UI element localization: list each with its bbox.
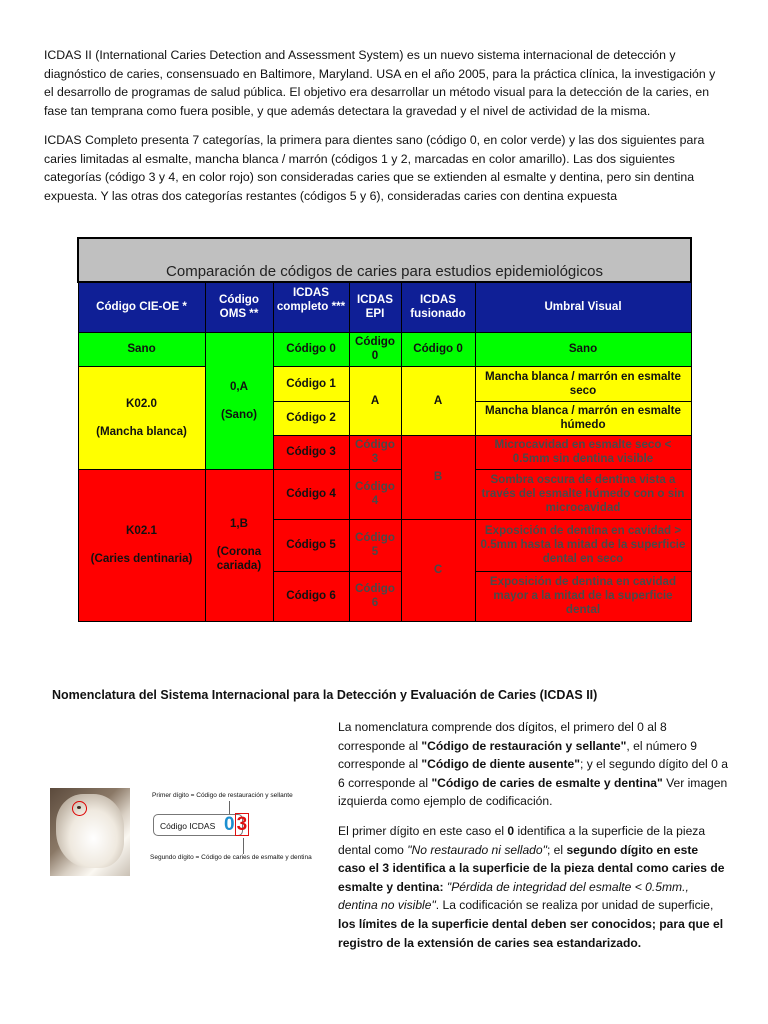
nom-p2-italic-1: "No restaurado ni sellado" — [407, 842, 547, 857]
icdas-epi-4: Código 4 — [349, 469, 401, 519]
header-icdas-epi: ICDAS EPI — [349, 282, 401, 332]
icdas-epi-6: Código 6 — [349, 571, 401, 621]
icdas-completo-4: Código 4 — [273, 469, 349, 519]
icdas-epi-5: Código 5 — [349, 519, 401, 571]
header-icdas-fusionado: ICDAS fusionado — [401, 282, 475, 332]
nom-p2-text-5: . La codificación se realiza por unidad de superficie, — [435, 898, 714, 913]
second-digit-label: Segundo dígito = Código de caries de esmalte y dentina — [150, 854, 312, 861]
nom-p1-text-4: Ver imagen izquierda como ejemplo de codificación. — [338, 775, 728, 809]
nomenclatura-title: Nomenclatura del Sistema Internacional para la Detección y Evaluación de Caries (ICDAS II) — [52, 688, 598, 702]
fusionado-b: B — [401, 435, 475, 519]
nom-p2-bold-1: 0 — [507, 824, 515, 838]
icdas-code-figure — [50, 788, 332, 876]
nom-p2-italic-2: "Pérdida de integridad del esmalte < 0.5mm., dentina no visible" — [338, 879, 689, 913]
umbral-3: Microcavidad en esmalte seco < 0.5mm sin dentina visible — [475, 435, 691, 469]
fusionado-a: A — [401, 366, 475, 435]
icdas-completo-5: Código 5 — [273, 519, 349, 571]
second-digit-leader-line — [243, 838, 244, 854]
icdas-code-box-label: Código ICDAS — [160, 821, 216, 831]
oms-a-code: 0,A — [229, 379, 249, 393]
header-oms: Código OMS ** — [205, 282, 273, 332]
cie-k021-name: (Caries dentinaria) — [90, 552, 193, 565]
first-digit: 0 — [224, 814, 235, 835]
oms-b-name: (Corona cariada) — [216, 545, 262, 572]
icdas-completo-1: Código 1 — [273, 366, 349, 401]
umbral-0: Sano — [475, 332, 691, 366]
second-digit: 3 — [236, 814, 248, 835]
cie-k021-cell — [78, 469, 205, 621]
icdas-epi-0: Código 0 — [349, 332, 401, 366]
first-digit-label: Primer dígito = Código de restauración y sellante — [152, 792, 293, 799]
tooth-photo — [50, 788, 130, 876]
table-title: Comparación de códigos de caries para estudios epidemiológicos — [78, 238, 691, 282]
icdas-completo-3: Código 3 — [273, 435, 349, 469]
icdas-epi-a: A — [349, 366, 401, 435]
tooth-crown — [56, 794, 124, 868]
oms-b-code: 1,B — [229, 517, 249, 530]
oms-b-cell — [205, 469, 273, 621]
nom-p1-text-1: La nomenclatura comprende dos dígitos, el primero del 0 al 8 corresponde al — [338, 720, 667, 753]
nom-p2-bold-2: segundo dígito en este caso el 3 identifica a la superficie de la pieza dental como caries de esmalte y dentina: — [338, 842, 725, 894]
nom-p1-bold-3: "Código de caries de esmalte y dentina" — [431, 775, 663, 790]
intro-paragraph-2: ICDAS Completo presenta 7 categorías, la primera para dientes sano (código 0, en color verde) y las dos siguientes para caries limitadas al esmalte, mancha blanca / marrón (códigos 1 y 2, marcadas en color amarillo). Las dos siguientes categorías (código 3 y 4, en color rojo) son consideradas caries que se extienden al esmalte y dentina, pero sin dentina expuesta. Y las otras dos categorías restantes (códigos 5 y 6), consideradas caries con dentina expuesta — [44, 133, 705, 203]
icdas-completo-0: Código 0 — [273, 332, 349, 366]
cie-k020-code: K02.0 — [126, 396, 157, 410]
intro-paragraph-1: ICDAS II (International Caries Detection and Assessment System) es un nuevo sistema internacional de detección y diagnóstico de caries, consensuado en Baltimore, Maryland. USA en el año 2005, para la práctica clínica, la investigación y el desarrollo de programas de salud pública. El objetivo era desarrollar un método visual para la detección de la caries, en fase tan temprana como fuera posible, y que además detectara la gravedad y el nivel de actividad de la misma. — [44, 48, 716, 118]
nomenclatura-paragraph-2 — [338, 822, 728, 952]
umbral-4: Sombra oscura de dentina vista a través del esmalte húmedo con o sin microcavidad — [475, 469, 691, 519]
nomenclatura-paragraph-1 — [338, 718, 728, 811]
nom-p1-bold-2: "Código de diente ausente" — [421, 757, 580, 772]
umbral-2: Mancha blanca / marrón en esmalte húmedo — [475, 401, 691, 435]
icdas-code-digits — [224, 816, 249, 834]
icdas-completo-6: Código 6 — [273, 571, 349, 621]
oms-a-name: (Sano) — [220, 407, 258, 421]
header-icdas-completo: ICDAS completo *** — [273, 282, 349, 332]
nom-p2-text-1: El primer dígito en este caso el — [338, 824, 508, 838]
nom-p2-bold-3: los límites de la superficie dental deben ser conocidos; para que el registro de la extensión de caries sea estandarizado. — [338, 916, 724, 950]
cie-k021-code: K02.1 — [126, 524, 157, 537]
nom-p1-text-3: ; y el segundo dígito del 0 a 6 corresponde al — [338, 757, 728, 790]
oms-a-cell — [205, 332, 273, 469]
header-cie-oe: Código CIE-OE * — [78, 282, 205, 332]
fusionado-c: C — [401, 519, 475, 621]
nom-p2-text-3: ; el — [546, 842, 567, 857]
icdas-epi-3: Código 3 — [349, 435, 401, 469]
caries-spot — [77, 806, 81, 809]
umbral-6: Exposición de dentina en cavidad mayor a la mitad de la superficie dental — [475, 571, 691, 621]
nom-p1-text-2: , el número 9 corresponde al — [338, 738, 697, 772]
cie-k020-name: (Mancha blanca) — [96, 424, 187, 438]
umbral-5: Exposición de dentina en cavidad > 0.5mm hasta la mitad de la superficie dental en seco — [475, 519, 691, 571]
fusionado-0: Código 0 — [401, 332, 475, 366]
caries-comparison-table — [77, 237, 692, 622]
icdas-completo-2: Código 2 — [273, 401, 349, 435]
header-umbral-visual: Umbral Visual — [475, 282, 691, 332]
nom-p2-text-2: identifica a la superficie de la pieza dental como — [338, 824, 706, 857]
cie-sano-cell: Sano — [78, 332, 205, 366]
cie-k020-cell — [78, 366, 205, 469]
umbral-1: Mancha blanca / marrón en esmalte seco — [475, 366, 691, 401]
nom-p1-bold-1: "Código de restauración y sellante" — [421, 738, 627, 753]
